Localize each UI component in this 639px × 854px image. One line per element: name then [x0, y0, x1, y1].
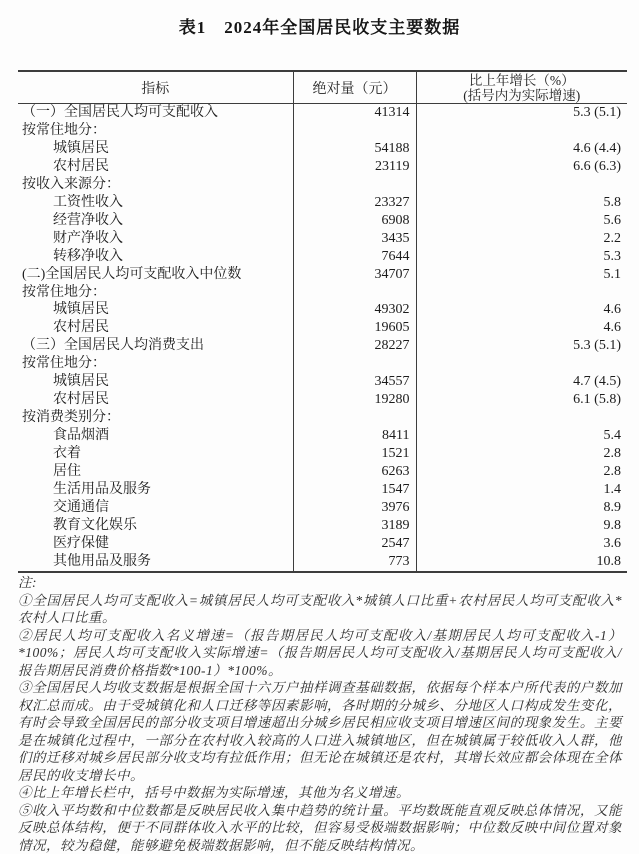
row-indicator-label: 教育文化娱乐 — [18, 517, 293, 535]
table-row — [18, 319, 627, 337]
row-indicator-label: 食品烟酒 — [18, 427, 293, 445]
row-absolute-value: 23327 — [293, 194, 416, 212]
table-row — [18, 301, 627, 319]
row-growth-value: 2.8 — [416, 463, 627, 481]
row-growth-value — [416, 409, 627, 427]
table-row — [18, 230, 627, 248]
row-indicator-label: 按消费类别分： — [18, 409, 293, 427]
table-row — [18, 373, 627, 391]
row-growth-value: 6.6 (6.3) — [416, 158, 627, 176]
row-indicator-label: 经营净收入 — [18, 212, 293, 230]
page-title: 表1 2024年全国居民收支主要数据 — [0, 13, 639, 38]
row-growth-value: 9.8 — [416, 517, 627, 535]
row-absolute-value: 41314 — [293, 104, 416, 122]
row-indicator-label: 转移净收入 — [18, 248, 293, 266]
note-item-3: ③全国居民人均收支数据是根据全国十六万户抽样调查基础数据，依据每个样本户所代表的户数加权汇总而成。由于受城镇化和人口迁移等因素影响，各时期的分城乡、分地区人口构成发生变化，有时会导致全国居民的部分收支项目增速超出分城乡居民相应收支项目增速区间的现象发生。主要是在城镇化过程中，一部分在农村收入较高的人口进入城镇地区，但在城镇属于较低收入人群，他们的迁移对城乡居民部分收支均有拉低作用；但无论在城镇还是农村，其增长效应都会体现在全体居民的收支增长中。 — [18, 679, 622, 784]
table-row — [18, 409, 627, 427]
row-absolute-value: 23119 — [293, 158, 416, 176]
table-row — [18, 158, 627, 176]
table-row — [18, 248, 627, 266]
row-indicator-label: 农村居民 — [18, 319, 293, 337]
note-item-4: ④比上年增长栏中，括号中数据为实际增速，其他为名义增速。 — [18, 784, 622, 802]
row-indicator-label: 按常住地分： — [18, 122, 293, 140]
notes-label: 注: — [18, 574, 622, 592]
row-growth-value: 5.3 (5.1) — [416, 337, 627, 355]
row-indicator-label: 财产净收入 — [18, 230, 293, 248]
table-row — [18, 445, 627, 463]
row-indicator-label: (二)全国居民人均可支配收入中位数 — [18, 266, 293, 284]
row-growth-value: 5.3 — [416, 248, 627, 266]
note-item-1: ①全国居民人均可支配收入=城镇居民人均可支配收入*城镇人口比重+农村居民人均可支配收入*农村人口比重。 — [18, 592, 622, 627]
note-item-5: ⑤收入平均数和中位数都是反映居民收入集中趋势的统计量。平均数既能直观反映总体情况，又能反映总体结构，便于不同群体收入水平的比较，但容易受极端数据影响；中位数反映中间位置对象情况，较为稳健，能够避免极端数据影响，但不能反映结构情况。 — [18, 802, 622, 854]
table-row — [18, 481, 627, 499]
table-row — [18, 391, 627, 409]
row-indicator-label: 农村居民 — [18, 158, 293, 176]
table-row — [18, 122, 627, 140]
table-row — [18, 337, 627, 355]
row-absolute-value: 6908 — [293, 212, 416, 230]
row-growth-value: 4.6 (4.4) — [416, 140, 627, 158]
table-row — [18, 104, 627, 122]
row-indicator-label: （一）全国居民人均可支配收入 — [18, 104, 293, 122]
row-growth-value: 10.8 — [416, 553, 627, 572]
row-indicator-label: 城镇居民 — [18, 140, 293, 158]
row-absolute-value: 1547 — [293, 481, 416, 499]
row-indicator-label: 按常住地分： — [18, 284, 293, 302]
row-growth-value — [416, 176, 627, 194]
row-growth-value: 5.6 — [416, 212, 627, 230]
row-growth-value: 6.1 (5.8) — [416, 391, 627, 409]
row-growth-value: 8.9 — [416, 499, 627, 517]
column-header-growth-line2: (括号内为实际增速) — [417, 88, 628, 103]
row-indicator-label: 农村居民 — [18, 391, 293, 409]
row-absolute-value: 3189 — [293, 517, 416, 535]
table-row — [18, 517, 627, 535]
table-row — [18, 212, 627, 230]
row-indicator-label: 按收入来源分： — [18, 176, 293, 194]
column-header-growth-line1: 比上年增长（%） — [417, 73, 628, 88]
row-absolute-value: 34707 — [293, 266, 416, 284]
row-absolute-value: 2547 — [293, 535, 416, 553]
table-row — [18, 194, 627, 212]
row-absolute-value: 28227 — [293, 337, 416, 355]
table-row — [18, 499, 627, 517]
row-indicator-label: 城镇居民 — [18, 301, 293, 319]
row-absolute-value: 19280 — [293, 391, 416, 409]
row-growth-value: 3.6 — [416, 535, 627, 553]
column-header-absolute-amount: 绝对量（元） — [293, 71, 416, 104]
row-growth-value: 5.4 — [416, 427, 627, 445]
table-row — [18, 284, 627, 302]
row-growth-value: 1.4 — [416, 481, 627, 499]
notes-section — [18, 574, 622, 854]
table-row — [18, 427, 627, 445]
row-absolute-value — [293, 122, 416, 140]
row-absolute-value: 49302 — [293, 301, 416, 319]
row-absolute-value — [293, 284, 416, 302]
row-absolute-value: 7644 — [293, 248, 416, 266]
row-growth-value — [416, 122, 627, 140]
row-growth-value: 5.8 — [416, 194, 627, 212]
row-growth-value: 5.3 (5.1) — [416, 104, 627, 122]
row-absolute-value: 8411 — [293, 427, 416, 445]
table-row — [18, 266, 627, 284]
row-absolute-value: 54188 — [293, 140, 416, 158]
table-row — [18, 140, 627, 158]
row-growth-value — [416, 284, 627, 302]
row-growth-value: 4.6 — [416, 319, 627, 337]
row-absolute-value — [293, 409, 416, 427]
row-absolute-value: 773 — [293, 553, 416, 572]
row-absolute-value: 6263 — [293, 463, 416, 481]
table-row — [18, 553, 627, 572]
column-header-growth — [416, 71, 627, 104]
row-absolute-value — [293, 176, 416, 194]
row-growth-value: 4.7 (4.5) — [416, 373, 627, 391]
row-indicator-label: 居住 — [18, 463, 293, 481]
table-row — [18, 355, 627, 373]
row-absolute-value: 19605 — [293, 319, 416, 337]
row-indicator-label: （三）全国居民人均消费支出 — [18, 337, 293, 355]
row-indicator-label: 医疗保健 — [18, 535, 293, 553]
row-absolute-value: 3976 — [293, 499, 416, 517]
table-row — [18, 176, 627, 194]
row-growth-value: 2.2 — [416, 230, 627, 248]
row-indicator-label: 城镇居民 — [18, 373, 293, 391]
column-header-indicator: 指标 — [18, 71, 293, 104]
row-absolute-value: 34557 — [293, 373, 416, 391]
row-absolute-value: 1521 — [293, 445, 416, 463]
row-indicator-label: 生活用品及服务 — [18, 481, 293, 499]
row-growth-value: 4.6 — [416, 301, 627, 319]
row-absolute-value — [293, 355, 416, 373]
row-indicator-label: 按常住地分： — [18, 355, 293, 373]
row-growth-value: 5.1 — [416, 266, 627, 284]
row-growth-value: 2.8 — [416, 445, 627, 463]
income-expenditure-table — [18, 70, 627, 573]
table-row — [18, 463, 627, 481]
row-indicator-label: 交通通信 — [18, 499, 293, 517]
table-row — [18, 535, 627, 553]
row-indicator-label: 其他用品及服务 — [18, 553, 293, 572]
row-absolute-value: 3435 — [293, 230, 416, 248]
row-growth-value — [416, 355, 627, 373]
row-indicator-label: 衣着 — [18, 445, 293, 463]
row-indicator-label: 工资性收入 — [18, 194, 293, 212]
table-header-row — [18, 71, 627, 104]
note-item-2: ②居民人均可支配收入名义增速=（报告期居民人均可支配收入/基期居民人均可支配收入-1）*100%；居民人均可支配收入实际增速=（报告期居民人均可支配收入/基期居民人均可支配收入/报告期居民消费价格指数*100-1）*100%。 — [18, 627, 622, 680]
